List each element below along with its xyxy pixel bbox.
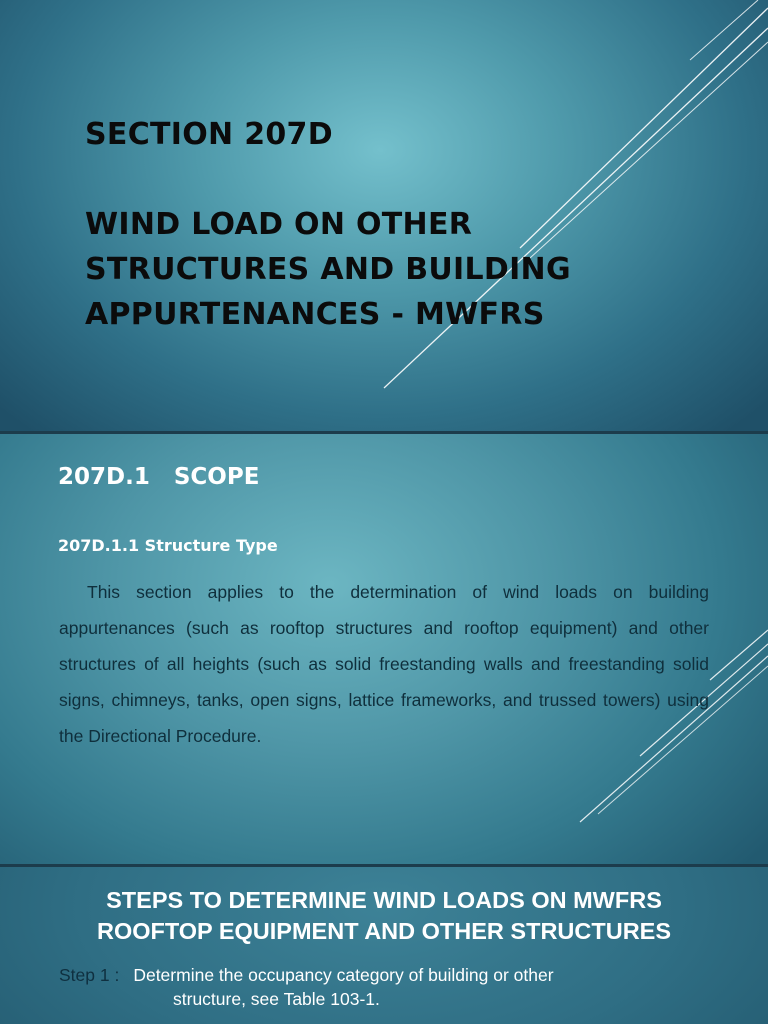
slide-title [85, 112, 571, 337]
title-spacer [85, 157, 571, 202]
title-line: APPURTENANCES - MWFRS [85, 297, 545, 332]
title-slide [0, 0, 768, 431]
step-item [59, 963, 554, 1011]
scope-paragraph: This section applies to the determination of wind loads on building appurtenances (such as rooftop structures and rooftop equipment) and other structures of all heights (such as solid freestanding walls and freestanding solid signs, chimneys, tanks, open signs, lattice frameworks, and trussed towers) using the Directional Procedure. [59, 582, 709, 746]
steps-slide [0, 867, 768, 1024]
title-line: STRUCTURES AND BUILDING [85, 252, 571, 287]
heading-line: ROOFTOP EQUIPMENT AND OTHER STRUCTURES [96, 918, 672, 944]
subsection-heading: 207D.1.1 Structure Type [58, 536, 278, 555]
step-text: Determine the occupancy category of building or other [133, 965, 554, 985]
step-label: Step 1 : [59, 965, 120, 985]
scope-slide [0, 434, 768, 864]
step-text-continuation: structure, see Table 103-1. [173, 989, 380, 1009]
steps-heading [0, 885, 768, 947]
title-line: WIND LOAD ON OTHER [85, 207, 473, 242]
section-number: SECTION 207D [85, 117, 333, 152]
heading-line: STEPS TO DETERMINE WIND LOADS ON MWFRS [106, 887, 662, 913]
section-heading: 207D.1 SCOPE [58, 464, 260, 490]
